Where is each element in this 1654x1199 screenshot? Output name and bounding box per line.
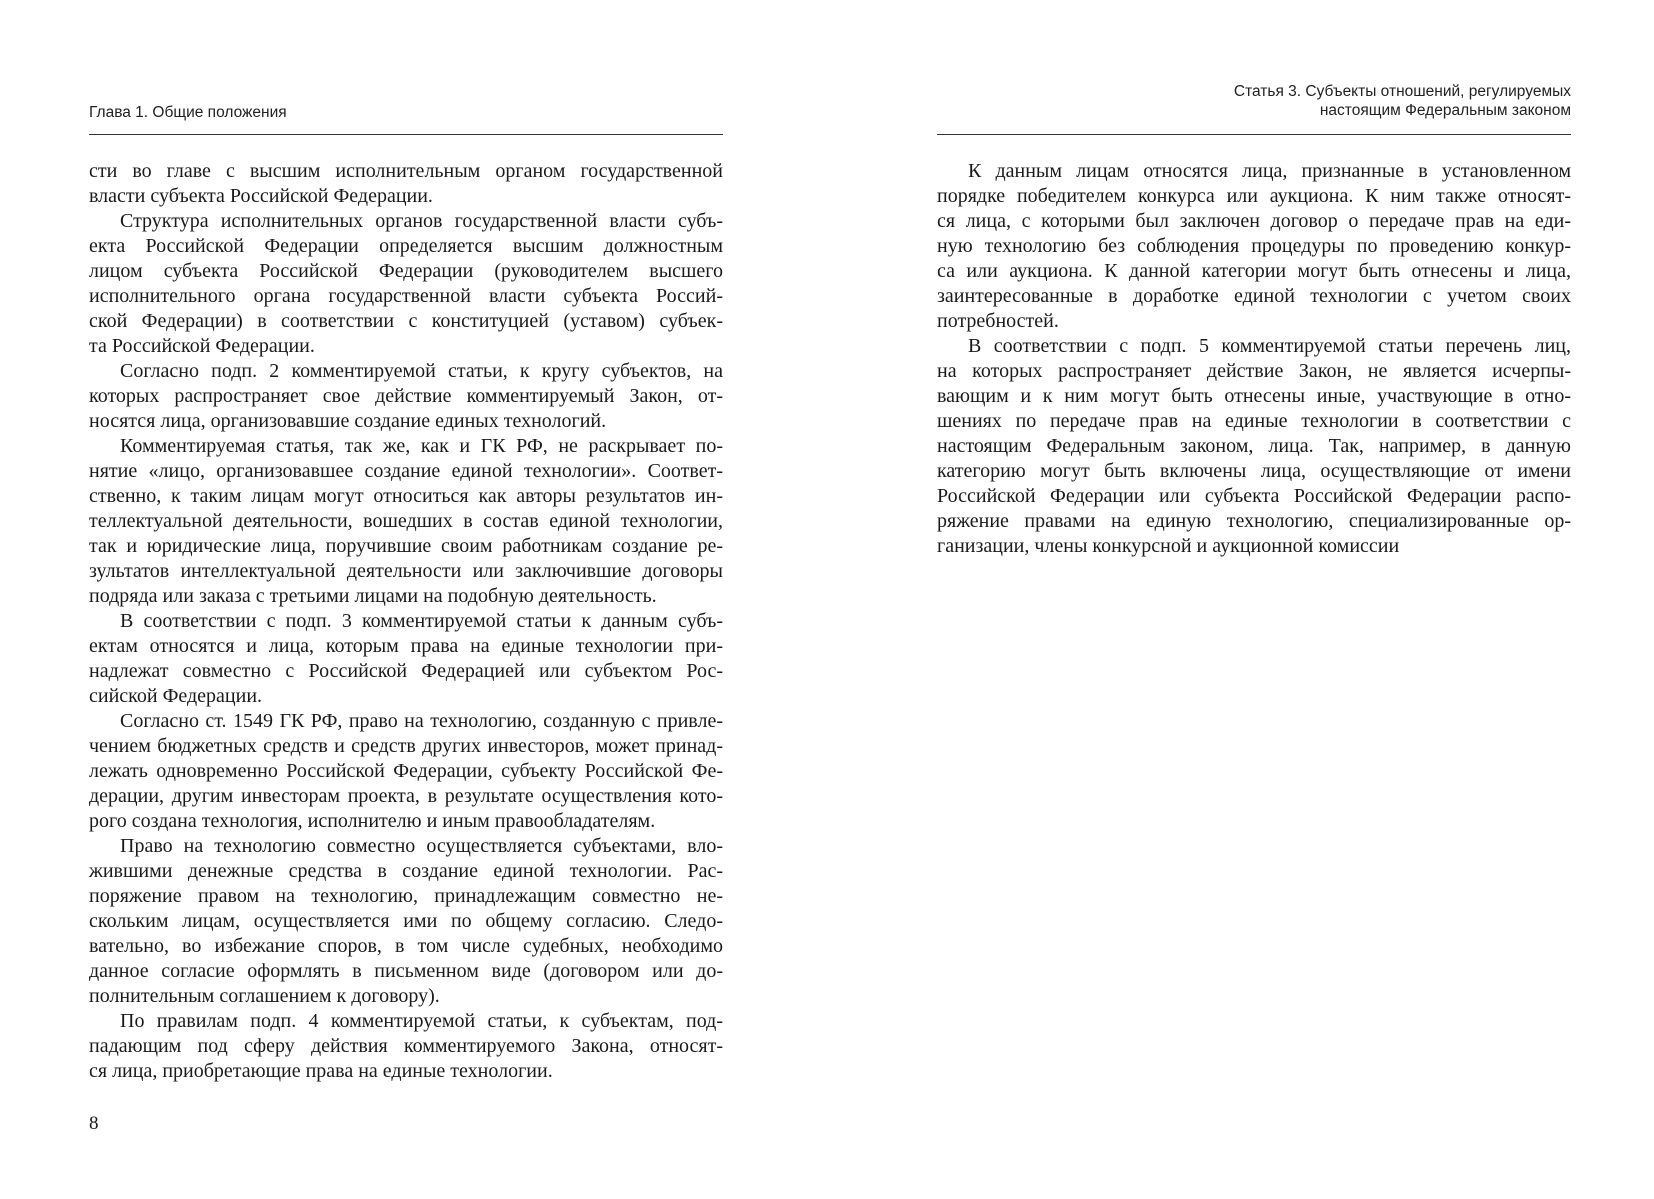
header-rule <box>937 134 1571 135</box>
text-line: полнительным соглашением к договору). <box>89 985 440 1007</box>
body-text <box>89 159 723 1084</box>
text-line: ганизации, члены конкурсной и аукционной комиссии <box>937 535 1400 557</box>
text-line: потребностей. <box>937 310 1059 332</box>
text-line: поряжение правом на технологию, принадлежащим совместно не- <box>89 885 723 907</box>
text-line: категорию могут быть включены лица, осуществляющие от имени <box>937 460 1571 482</box>
running-head-line: Глава 1. Общие положения <box>89 104 287 121</box>
text-line: Российской Федерации или субъекта Российской Федерации распо- <box>937 485 1571 507</box>
text-line: ную технологию без соблюдения процедуры по проведению конкур- <box>937 235 1571 257</box>
text-line: дерации, другим инвесторам проекта, в результате осуществления кото- <box>89 785 723 807</box>
text-line: чением бюджетных средств и средств других инвесторов, может принад- <box>89 735 723 757</box>
text-line: Право на технологию совместно осуществляется субъектами, вло- <box>120 835 723 857</box>
text-line: лицом субъекта Российской Федерации (руководителем высшего <box>89 260 723 282</box>
text-line: носятся лица, организовавшие создание единых технологий. <box>89 410 607 432</box>
text-line: са или аукциона. К данной категории могут быть отнесены и лица, <box>937 260 1571 282</box>
text-line: Согласно ст. 1549 ГК РФ, право на технологию, созданную с привле- <box>120 710 723 732</box>
text-line: исполнительного органа государственной власти субъекта Россий- <box>89 285 723 307</box>
header-rule <box>89 134 723 135</box>
text-line: та Российской Федерации. <box>89 335 315 357</box>
text-line: рого создана технология, исполнителю и иным правообладателям. <box>89 810 656 832</box>
text-line: падающим под сферу действия комментируемого Закона, относят- <box>89 1035 723 1057</box>
text-line: зультатов интеллектуальной деятельности или заключившие договоры <box>89 560 723 582</box>
running-head-line: Статья 3. Субъекты отношений, регулируемых <box>1233 83 1571 100</box>
running-head-chapter <box>89 103 723 122</box>
text-line: лежать одновременно Российской Федерации, субъекту Российской Фе- <box>89 760 723 782</box>
body-text <box>937 159 1571 559</box>
text-line: власти субъекта Российской Федерации. <box>89 185 433 207</box>
text-line: вательно, во избежание споров, в том числе судебных, необходимо <box>89 935 723 957</box>
text-line: В соответствии с подп. 3 комментируемой статьи к данным субъ- <box>120 610 723 632</box>
text-line: екта Российской Федерации определяется высшим должностным <box>89 235 723 257</box>
text-line: сийской Федерации. <box>89 685 263 707</box>
text-line: ся лица, приобретающие права на единые технологии. <box>89 1060 553 1082</box>
text-line: настоящим Федеральным законом, лица. Так, например, в данную <box>937 435 1571 457</box>
text-line: которых распространяет свое действие комментируемый Закон, от- <box>89 385 723 407</box>
text-line: теллектуальной деятельности, вошедших в состав единой технологии, <box>89 510 723 532</box>
text-line: на которых распространяет действие Закон, не является исчерпы- <box>937 360 1571 382</box>
text-line: Согласно подп. 2 комментируемой статьи, к кругу субъектов, на <box>120 360 723 382</box>
text-line: По правилам подп. 4 комментируемой статьи, к субъектам, под- <box>120 1010 723 1032</box>
page-number: 8 <box>89 1113 99 1134</box>
text-line: ся лица, с которыми был заключен договор о передаче прав на еди- <box>937 210 1571 232</box>
text-line: Структура исполнительных органов государственной власти субъ- <box>120 210 723 232</box>
text-line: шениях по передаче прав на единые технологии в соответствии с <box>937 410 1571 432</box>
text-line: ектам относятся и лица, которым права на единые технологии при- <box>89 635 723 657</box>
text-line: ской Федерации) в соответствии с конституцией (уставом) субъек- <box>89 310 723 332</box>
text-line: заинтересованные в доработке единой технологии с учетом своих <box>937 285 1571 307</box>
text-line: К данным лицам относятся лица, признанные в установленном <box>968 160 1571 182</box>
text-line: Комментируемая статья, так же, как и ГК РФ, не раскрывает по- <box>120 435 723 457</box>
text-line: скольким лицам, осуществляется ими по общему согласию. Следо- <box>89 910 723 932</box>
text-line: подряда или заказа с третьими лицами на подобную деятельность. <box>89 585 657 607</box>
text-line: В соответствии с подп. 5 комментируемой статьи перечень лиц, <box>968 335 1571 357</box>
text-line: надлежат совместно с Российской Федерацией или субъектом Рос- <box>89 660 723 682</box>
text-line: так и юридические лица, поручившие своим работникам создание ре- <box>89 535 723 557</box>
text-line: жившими денежные средства в создание единой технологии. Рас- <box>89 860 723 882</box>
text-line: данное согласие оформлять в письменном виде (договором или до- <box>89 960 723 982</box>
text-line: нятие «лицо, организовавшее создание единой технологии». Соответ- <box>89 460 723 482</box>
text-line: порядке победителем конкурса или аукциона. К ним также относят- <box>937 185 1571 207</box>
text-line: ственно, к таким лицам могут относиться как авторы результатов ин- <box>89 485 723 507</box>
running-head-line: настоящим Федеральным законом <box>1319 102 1571 119</box>
text-line: ряжение правами на единую технологию, специализированные ор- <box>937 510 1571 532</box>
running-head-article <box>937 82 1571 120</box>
text-line: сти во главе с высшим исполнительным органом государственной <box>89 160 723 182</box>
text-line: вающим и к ним могут быть отнесены иные, участвующие в отно- <box>937 385 1571 407</box>
